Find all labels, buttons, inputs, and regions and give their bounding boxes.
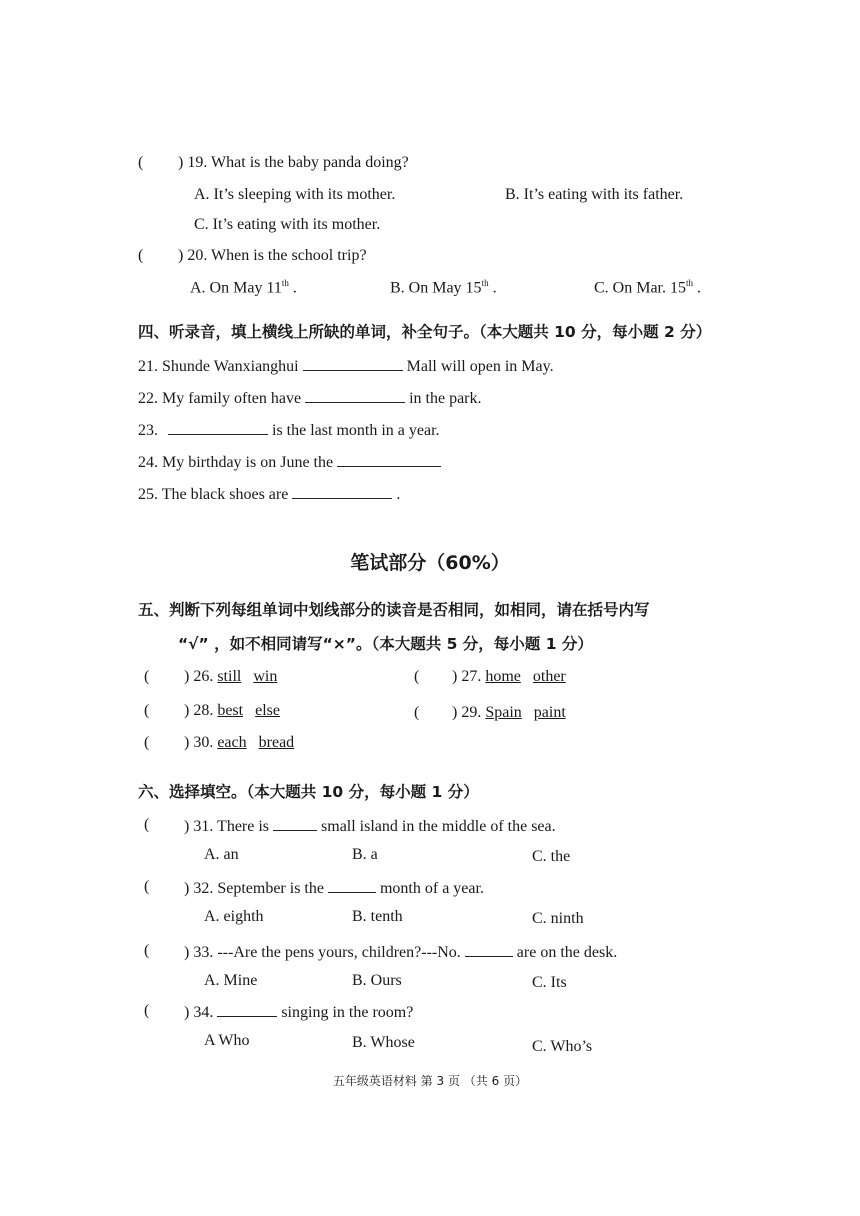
option-19b: B. It’s eating with its father.: [505, 186, 684, 203]
answer-paren-open: (: [144, 816, 150, 833]
option-33a: A. Mine: [204, 972, 258, 989]
question-22-text: 22. My family often have: [138, 390, 302, 407]
question-27-number: ) 27.: [452, 668, 482, 685]
answer-paren-open: (: [144, 734, 150, 751]
ordinal-suffix: th: [686, 278, 694, 288]
question-26-number: ) 26.: [184, 668, 214, 685]
option-34b: B. Whose: [352, 1034, 415, 1051]
option-20b-end: .: [488, 279, 497, 297]
option-34c: C. Who’s: [532, 1038, 593, 1055]
question-22-tail: in the park.: [409, 390, 482, 407]
question-29: [452, 704, 566, 722]
answer-paren-open: (: [144, 668, 150, 685]
answer-blank[interactable]: [273, 816, 317, 831]
option-32b: B. tenth: [352, 908, 403, 925]
answer-paren-open: (: [144, 702, 150, 719]
question-30: [184, 734, 294, 752]
word: other: [532, 668, 566, 685]
option-20c-end: .: [693, 279, 702, 297]
question-23-number: 23.: [138, 422, 158, 439]
answer-blank[interactable]: [337, 452, 441, 467]
option-20c-text: C. On Mar. 15: [594, 279, 686, 297]
answer-blank[interactable]: [292, 484, 392, 499]
option-31b: B. a: [352, 846, 378, 863]
word: bread: [258, 734, 295, 751]
question-19-stem: [178, 154, 409, 172]
question-32: [184, 878, 484, 898]
question-34: [184, 1002, 413, 1022]
question-23: [138, 420, 440, 440]
question-20-text: 20. When is the school trip?: [187, 247, 367, 264]
option-34a: A Who: [204, 1032, 250, 1049]
question-29-number: ) 29.: [452, 704, 482, 721]
answer-blank[interactable]: [305, 388, 405, 403]
question-24-text: 24. My birthday is on June the: [138, 454, 334, 471]
question-25-text: 25. The black shoes are: [138, 486, 289, 503]
ordinal-suffix: th: [481, 278, 489, 288]
question-23-tail: is the last month in a year.: [272, 422, 440, 439]
question-28: [184, 702, 280, 720]
question-26: [184, 668, 277, 686]
question-19-text: 19. What is the baby panda doing?: [187, 154, 409, 171]
answer-paren-close: ): [178, 247, 184, 264]
answer-paren-open: (: [138, 154, 144, 171]
question-21-text: 21. Shunde Wanxianghui: [138, 358, 299, 375]
answer-paren-open: (: [144, 878, 150, 895]
option-33b: B. Ours: [352, 972, 402, 989]
option-19c: C. It’s eating with its mother.: [194, 216, 381, 233]
written-section-title: 笔试部分（60%）: [350, 552, 510, 574]
answer-blank[interactable]: [168, 420, 268, 435]
section-5-title-line1: 五、判断下列每组单词中划线部分的读音是否相同，如相同，请在括号内写: [138, 601, 650, 619]
option-20a-text: A. On May 11: [190, 279, 282, 297]
answer-blank[interactable]: [303, 356, 403, 371]
question-21: [138, 356, 554, 376]
section-4-title: 四、听录音，填上横线上所缺的单词，补全句子。（本大题共 10 分，每小题 2 分）: [138, 323, 712, 341]
question-31-text: ) 31. There is: [184, 818, 270, 835]
question-27: [452, 668, 566, 686]
section-6-title: 六、选择填空。（本大题共 10 分，每小题 1 分）: [138, 783, 479, 801]
answer-paren-open: (: [414, 668, 420, 685]
question-22: [138, 388, 482, 408]
word: Spain: [485, 704, 522, 721]
answer-paren-open: (: [144, 942, 150, 959]
option-32c: C. ninth: [532, 910, 584, 927]
option-20a-end: .: [288, 279, 297, 297]
question-30-number: ) 30.: [184, 734, 214, 751]
word: paint: [533, 704, 566, 721]
question-28-number: ) 28.: [184, 702, 214, 719]
question-20-stem: [178, 247, 367, 265]
answer-blank[interactable]: [217, 1002, 277, 1017]
word: still: [217, 668, 242, 685]
question-32-text: ) 32. September is the: [184, 880, 324, 897]
word: best: [217, 702, 244, 719]
answer-paren-open: (: [144, 1002, 150, 1019]
option-20b: [390, 278, 497, 297]
question-34-text: ) 34.: [184, 1004, 214, 1021]
question-32-tail: month of a year.: [379, 880, 484, 897]
question-24: [138, 452, 445, 472]
word: home: [485, 668, 521, 685]
question-21-tail: Mall will open in May.: [406, 358, 554, 375]
question-33-tail: are on the desk.: [516, 944, 618, 961]
question-33: [184, 942, 617, 962]
answer-blank[interactable]: [465, 942, 513, 957]
word: each: [217, 734, 247, 751]
section-5-title-line2: “√” ，如不相同请写“×”。（本大题共 5 分，每小题 1 分）: [178, 635, 593, 653]
question-34-tail: singing in the room?: [281, 1004, 414, 1021]
question-25-end: .: [396, 486, 401, 503]
word: win: [253, 668, 278, 685]
question-33-text: ) 33. ---Are the pens yours, children?---No.: [184, 944, 461, 961]
question-25: [138, 484, 400, 504]
option-31a: A. an: [204, 846, 239, 863]
page-footer: 五年级英语材料 第 3 页 （共 6 页）: [332, 1074, 528, 1088]
answer-paren-open: (: [414, 704, 420, 721]
option-31c: C. the: [532, 848, 571, 865]
option-32a: A. eighth: [204, 908, 264, 925]
answer-blank[interactable]: [328, 878, 376, 893]
option-20a: [190, 278, 297, 297]
answer-paren-open: (: [138, 247, 144, 264]
option-33c: C. Its: [532, 974, 567, 991]
option-20c: [594, 278, 701, 297]
answer-paren-close: ): [178, 154, 184, 171]
question-31: [184, 816, 556, 836]
option-20b-text: B. On May 15: [390, 279, 482, 297]
option-19a: A. It’s sleeping with its mother.: [194, 186, 396, 203]
question-31-tail: small island in the middle of the sea.: [321, 818, 556, 835]
ordinal-suffix: th: [281, 278, 289, 288]
word: else: [255, 702, 280, 719]
